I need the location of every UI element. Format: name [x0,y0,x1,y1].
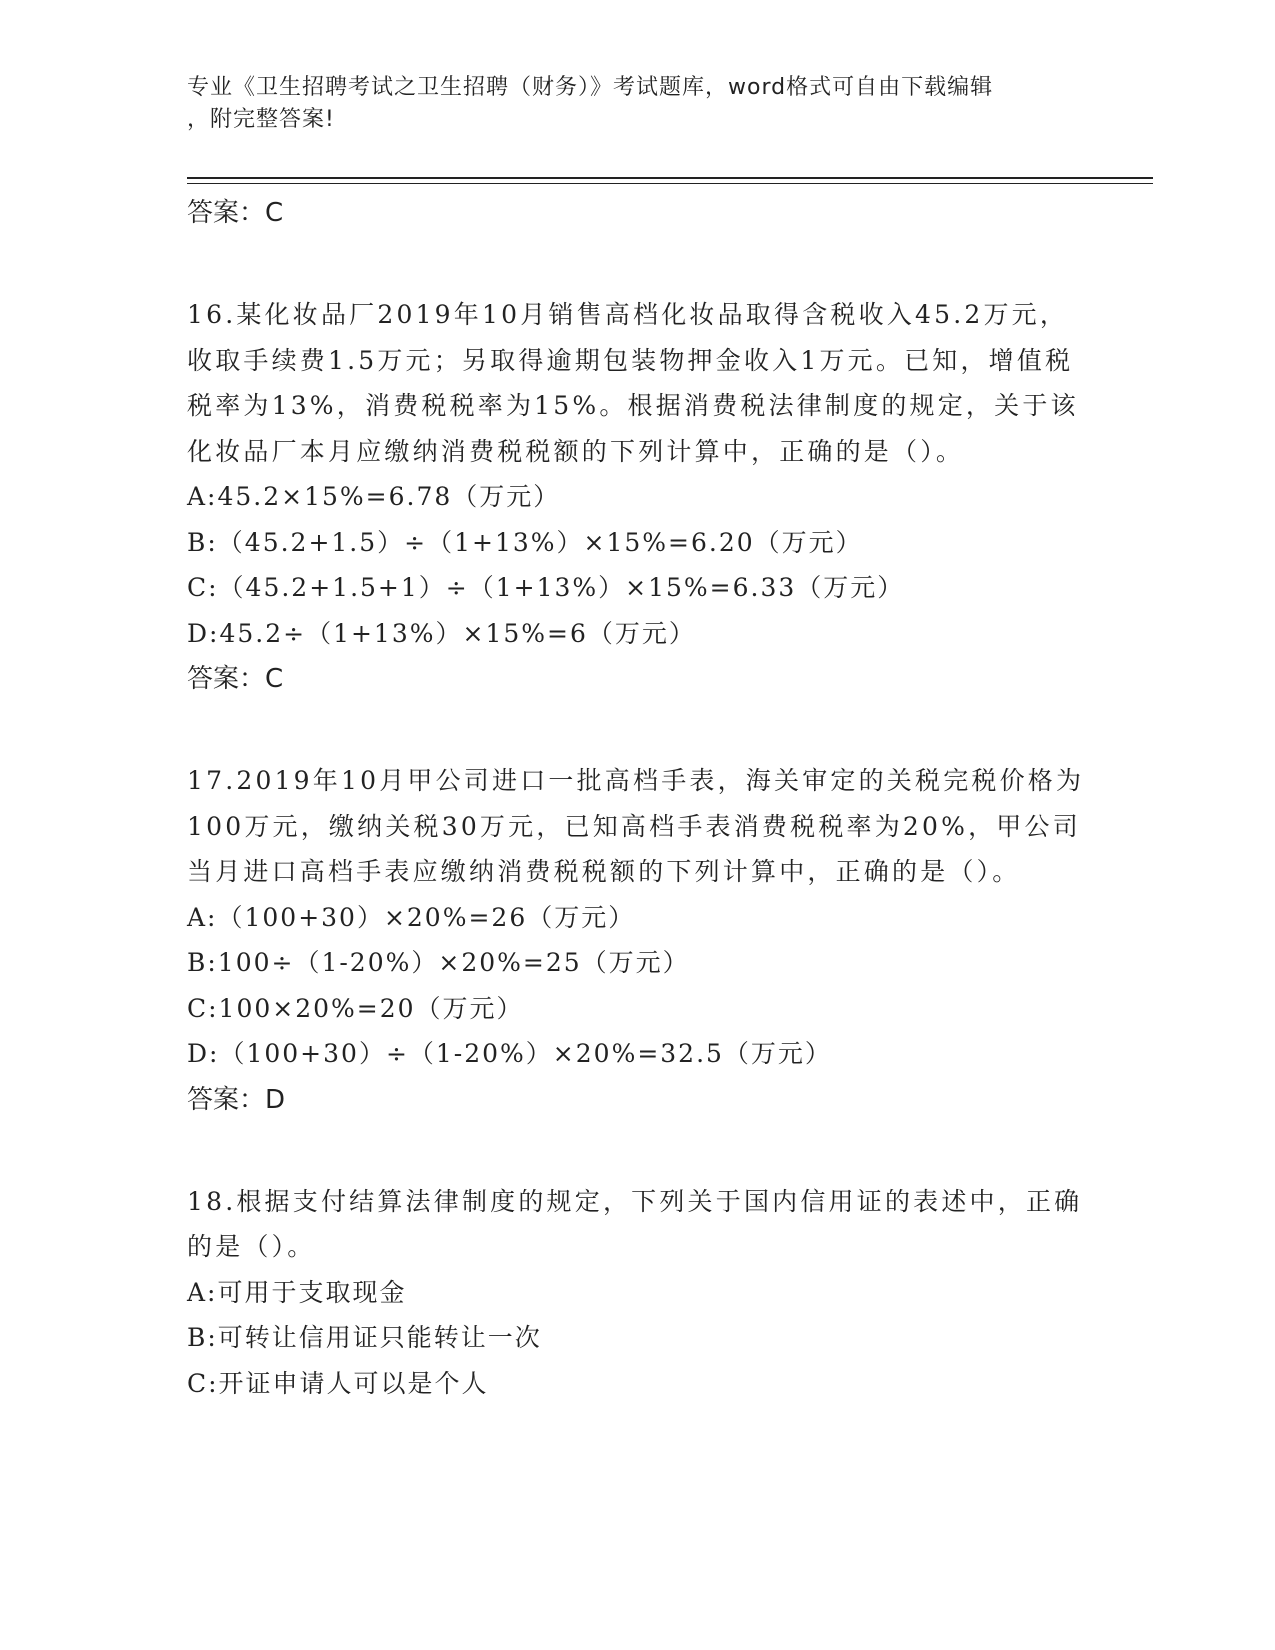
spacer [187,236,1087,292]
question-answer: 答案：D [187,1084,286,1115]
spacer [187,1123,1087,1179]
option-d: D:45.2÷（1+13%）×15%=6（万元） [187,618,696,648]
document-header [187,72,1067,136]
question-text: 18.根据支付结算法律制度的规定，下列关于国内信用证的表述中，正确的是（）。 [187,1186,1083,1261]
question-17 [187,758,1087,1123]
header-title-line1: 专业《卫生招聘考试之卫生招聘（财务）》考试题库，word格式可自由下载编辑 [187,75,994,100]
question-answer: 答案：C [187,664,284,694]
option-a: A:（100+30）×20%=26（万元） [187,902,636,932]
option-b: B:（45.2+1.5）÷（1+13%）×15%=6.20（万元） [187,527,863,557]
option-a: A:45.2×15%=6.78（万元） [187,482,561,511]
option-a: A:可用于支取现金 [187,1277,407,1307]
question-text: 17.2019年10月甲公司进口一批高档手表，海关审定的关税完税价格为100万元，缴纳关税30万元，已知高档手表消费税税率为20%，甲公司当月进口高档手表应缴纳消费税税额的下列计算中，正确的是（）。 [187,766,1085,886]
document-body [187,190,1087,1406]
question-18 [187,1179,1087,1407]
option-d: D:（100+30）÷（1-20%）×20%=32.5（万元） [187,1039,832,1068]
question-16 [187,292,1087,702]
spacer [187,702,1087,758]
option-b: B:100÷（1-20%）×20%=25（万元） [187,948,690,977]
previous-answer: 答案：C [187,198,284,228]
header-divider-thin [187,183,1153,184]
option-c: C:（45.2+1.5+1）÷（1+13%）×15%=6.33（万元） [187,573,905,602]
header-divider-thick [187,177,1153,179]
option-c: C:100×20%=20（万元） [187,993,524,1023]
question-text: 16.某化妆品厂2019年10月销售高档化妆品取得含税收入45.2万元，收取手续费1.5万元；另取得逾期包装物押金收入1万元。已知，增值税税率为13%，消费税税率为15%。根据消费税法律制度的规定，关于该化妆品厂本月应缴纳消费税税额的下列计算中，正确的是（）。 [187,300,1079,466]
option-c: C:开证申请人可以是个人 [187,1368,489,1398]
header-title-line2: ，附完整答案! [187,107,335,132]
option-b: B:可转让信用证只能转让一次 [187,1323,542,1352]
